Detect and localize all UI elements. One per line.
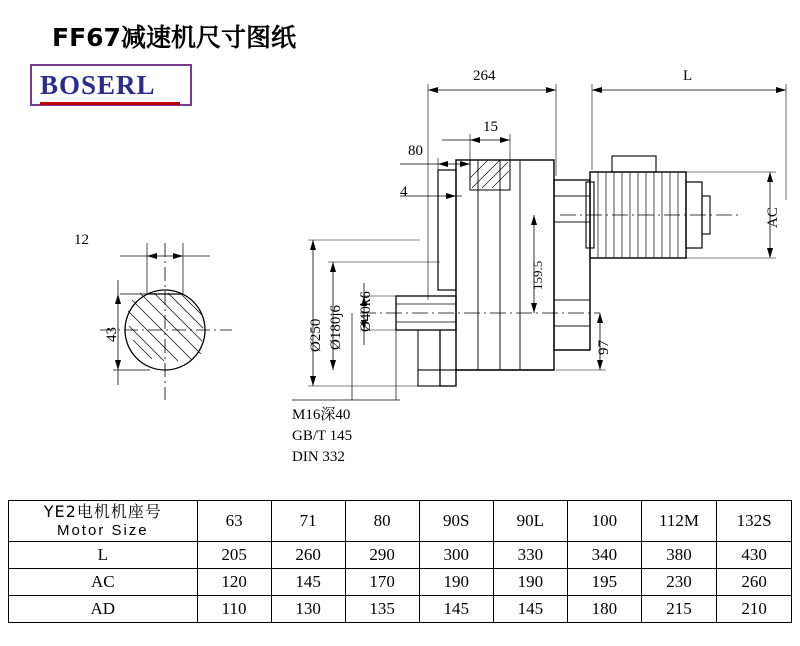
table-cell: 210 xyxy=(717,596,792,623)
table-cell: 135 xyxy=(345,596,419,623)
table-header-cell xyxy=(9,501,198,542)
table-cell: 120 xyxy=(197,569,271,596)
table-cell: 300 xyxy=(419,542,493,569)
dim-label-12: 12 xyxy=(74,232,89,248)
table-size-cell: 132S xyxy=(717,501,792,542)
thread-note xyxy=(292,405,352,468)
table-cell: 195 xyxy=(567,569,641,596)
dim-label-L: L xyxy=(683,68,693,84)
thread-note-line-1: M16深40 xyxy=(292,407,351,423)
table-cell: 230 xyxy=(641,569,716,596)
table-cell: 215 xyxy=(641,596,716,623)
table-cell: 340 xyxy=(567,542,641,569)
brand-logo-text: BOSERL xyxy=(40,70,156,100)
table-row xyxy=(9,569,792,596)
table-size-cell: 100 xyxy=(567,501,641,542)
table-cell: 180 xyxy=(567,596,641,623)
table-size-cell: 63 xyxy=(197,501,271,542)
table-row-label: L xyxy=(9,542,198,569)
table-header-en: Motor Size xyxy=(56,522,149,539)
table-cell: 260 xyxy=(717,569,792,596)
table-cell: 430 xyxy=(717,542,792,569)
thread-note-line-2: GB/T 145 xyxy=(292,428,353,444)
table-header-row xyxy=(9,501,792,542)
table-size-cell: 71 xyxy=(271,501,345,542)
table-size-cell: 90S xyxy=(419,501,493,542)
table-cell: 145 xyxy=(493,596,567,623)
dim-label-d180: Ø180j6 xyxy=(328,305,344,350)
dim-label-159-5: 159.5 xyxy=(530,260,545,290)
dim-label-80: 80 xyxy=(408,143,423,159)
table-size-cell: 90L xyxy=(493,501,567,542)
table-size-cell: 112M xyxy=(641,501,716,542)
table-cell: 330 xyxy=(493,542,567,569)
dim-label-43: 43 xyxy=(104,327,120,342)
table-cell: 145 xyxy=(271,569,345,596)
dim-label-AC: AC xyxy=(765,207,781,228)
table-row-label: AC xyxy=(9,569,198,596)
table-header-cn: YE2电机机座号 xyxy=(43,502,162,521)
thread-note-line-3: DIN 332 xyxy=(292,449,345,465)
table-row xyxy=(9,542,792,569)
table-row-label: AD xyxy=(9,596,198,623)
table-size-cell: 80 xyxy=(345,501,419,542)
table-cell: 130 xyxy=(271,596,345,623)
table-cell: 380 xyxy=(641,542,716,569)
page-title: FF67减速机尺寸图纸 xyxy=(52,23,296,52)
dim-label-d40: Ø40k6 xyxy=(358,291,374,332)
table-cell: 110 xyxy=(197,596,271,623)
table-cell: 190 xyxy=(493,569,567,596)
table-cell: 290 xyxy=(345,542,419,569)
motor-size-table xyxy=(8,500,792,623)
table-cell: 170 xyxy=(345,569,419,596)
dim-label-264: 264 xyxy=(473,68,496,84)
table-cell: 190 xyxy=(419,569,493,596)
table-cell: 145 xyxy=(419,596,493,623)
table-cell: 205 xyxy=(197,542,271,569)
dim-label-d250: Ø250 xyxy=(308,318,324,352)
dim-label-4: 4 xyxy=(400,184,408,200)
table-row xyxy=(9,596,792,623)
dim-label-15: 15 xyxy=(483,119,498,135)
table-cell: 260 xyxy=(271,542,345,569)
dim-label-97: 97 xyxy=(596,340,612,355)
